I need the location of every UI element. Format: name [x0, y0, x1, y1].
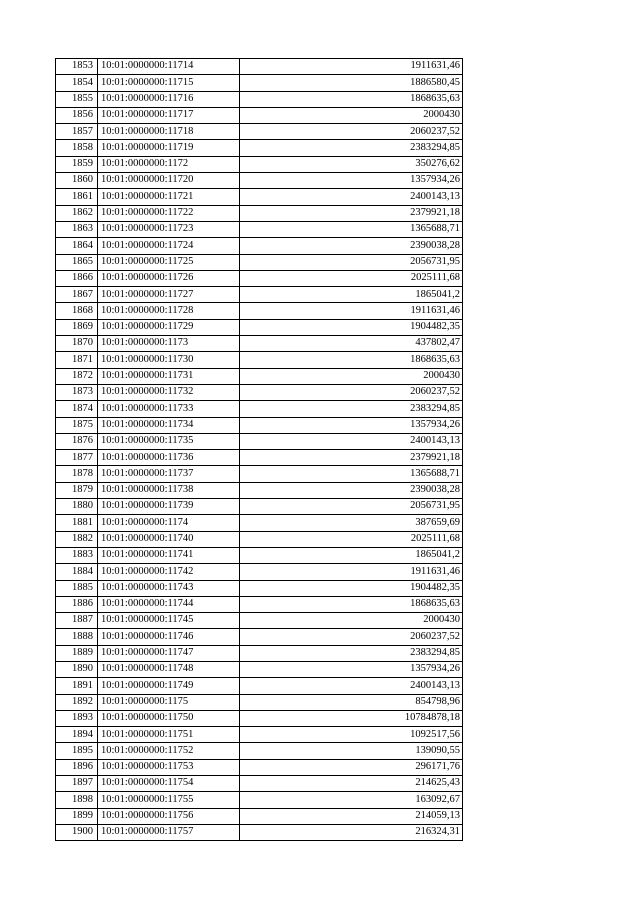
cadastral-number-cell: 10:01:0000000:11716: [98, 91, 240, 107]
cadastral-number-cell: 10:01:0000000:11756: [98, 808, 240, 824]
value-cell: 2056731,95: [240, 499, 463, 515]
value-cell: 2400143,13: [240, 678, 463, 694]
row-number-cell: 1877: [56, 450, 98, 466]
row-number-cell: 1886: [56, 596, 98, 612]
table-row: [56, 384, 463, 400]
row-number-cell: 1882: [56, 531, 98, 547]
row-number-cell: 1861: [56, 189, 98, 205]
row-number-cell: 1857: [56, 124, 98, 140]
row-number-cell: 1892: [56, 694, 98, 710]
cadastral-number-cell: 10:01:0000000:11732: [98, 384, 240, 400]
table-row: [56, 531, 463, 547]
value-cell: 387659,69: [240, 515, 463, 531]
row-number-cell: 1881: [56, 515, 98, 531]
row-number-cell: 1866: [56, 270, 98, 286]
table-row: [56, 238, 463, 254]
cadastral-number-cell: 10:01:0000000:11723: [98, 221, 240, 237]
cadastral-number-cell: 10:01:0000000:11741: [98, 547, 240, 563]
row-number-cell: 1863: [56, 221, 98, 237]
table-row: [56, 629, 463, 645]
cadastral-number-cell: 10:01:0000000:11734: [98, 417, 240, 433]
table-row: [56, 107, 463, 123]
row-number-cell: 1874: [56, 401, 98, 417]
value-cell: 139090,55: [240, 743, 463, 759]
cadastral-number-cell: 10:01:0000000:11743: [98, 580, 240, 596]
table-row: [56, 710, 463, 726]
row-number-cell: 1899: [56, 808, 98, 824]
table-row: [56, 303, 463, 319]
table-row: [56, 173, 463, 189]
cadastral-number-cell: 10:01:0000000:11731: [98, 368, 240, 384]
row-number-cell: 1894: [56, 727, 98, 743]
value-cell: 2000430: [240, 107, 463, 123]
value-cell: 2383294,85: [240, 401, 463, 417]
cadastral-number-cell: 10:01:0000000:11737: [98, 466, 240, 482]
row-number-cell: 1879: [56, 482, 98, 498]
table-row: [56, 221, 463, 237]
cadastral-number-cell: 10:01:0000000:11729: [98, 319, 240, 335]
value-cell: 2060237,52: [240, 629, 463, 645]
table-row: [56, 661, 463, 677]
table-row: [56, 808, 463, 824]
cadastral-number-cell: 10:01:0000000:11742: [98, 564, 240, 580]
cadastral-number-cell: 10:01:0000000:11714: [98, 59, 240, 75]
table-row: [56, 613, 463, 629]
row-number-cell: 1890: [56, 661, 98, 677]
cadastral-number-cell: 10:01:0000000:11730: [98, 352, 240, 368]
value-cell: 1911631,46: [240, 564, 463, 580]
row-number-cell: 1893: [56, 710, 98, 726]
cadastral-number-cell: 10:01:0000000:11752: [98, 743, 240, 759]
cadastral-number-cell: 10:01:0000000:11744: [98, 596, 240, 612]
table-row: [56, 776, 463, 792]
table-row: [56, 450, 463, 466]
table-row: [56, 466, 463, 482]
cadastral-number-cell: 10:01:0000000:11727: [98, 287, 240, 303]
row-number-cell: 1870: [56, 336, 98, 352]
cadastral-number-cell: 10:01:0000000:11753: [98, 759, 240, 775]
row-number-cell: 1859: [56, 156, 98, 172]
row-number-cell: 1883: [56, 547, 98, 563]
row-number-cell: 1880: [56, 499, 98, 515]
value-cell: 2060237,52: [240, 124, 463, 140]
table-row: [56, 91, 463, 107]
cadastral-number-cell: 10:01:0000000:11726: [98, 270, 240, 286]
value-cell: 1357934,26: [240, 173, 463, 189]
value-cell: 2060237,52: [240, 384, 463, 400]
row-number-cell: 1878: [56, 466, 98, 482]
row-number-cell: 1855: [56, 91, 98, 107]
value-cell: 1868635,63: [240, 352, 463, 368]
value-cell: 2025111,68: [240, 270, 463, 286]
row-number-cell: 1876: [56, 433, 98, 449]
value-cell: 163092,67: [240, 792, 463, 808]
cadastral-number-cell: 10:01:0000000:11719: [98, 140, 240, 156]
table-row: [56, 124, 463, 140]
table-row: [56, 727, 463, 743]
value-cell: 1357934,26: [240, 661, 463, 677]
value-cell: 1911631,46: [240, 59, 463, 75]
cadastral-number-cell: 10:01:0000000:11747: [98, 645, 240, 661]
cadastral-number-cell: 10:01:0000000:11735: [98, 433, 240, 449]
table-row: [56, 352, 463, 368]
value-cell: 2056731,95: [240, 254, 463, 270]
table-row: [56, 547, 463, 563]
row-number-cell: 1896: [56, 759, 98, 775]
row-number-cell: 1898: [56, 792, 98, 808]
cadastral-number-cell: 10:01:0000000:11736: [98, 450, 240, 466]
cadastral-number-cell: 10:01:0000000:1175: [98, 694, 240, 710]
table-row: [56, 189, 463, 205]
table-row: [56, 368, 463, 384]
row-number-cell: 1875: [56, 417, 98, 433]
row-number-cell: 1885: [56, 580, 98, 596]
cadastral-number-cell: 10:01:0000000:11722: [98, 205, 240, 221]
cadastral-number-cell: 10:01:0000000:11724: [98, 238, 240, 254]
value-cell: 1865041,2: [240, 547, 463, 563]
row-number-cell: 1887: [56, 613, 98, 629]
value-cell: 1365688,71: [240, 221, 463, 237]
value-cell: 2390038,28: [240, 482, 463, 498]
value-cell: 214625,43: [240, 776, 463, 792]
cadastral-number-cell: 10:01:0000000:11748: [98, 661, 240, 677]
value-cell: 216324,31: [240, 824, 463, 840]
row-number-cell: 1891: [56, 678, 98, 694]
table-row: [56, 596, 463, 612]
value-cell: 350276,62: [240, 156, 463, 172]
cadastral-number-cell: 10:01:0000000:11718: [98, 124, 240, 140]
value-cell: 10784878,18: [240, 710, 463, 726]
cadastral-number-cell: 10:01:0000000:11740: [98, 531, 240, 547]
cadastral-number-cell: 10:01:0000000:1172: [98, 156, 240, 172]
value-cell: 437802,47: [240, 336, 463, 352]
table-row: [56, 645, 463, 661]
cadastral-number-cell: 10:01:0000000:1174: [98, 515, 240, 531]
cadastral-number-cell: 10:01:0000000:11750: [98, 710, 240, 726]
table-row: [56, 792, 463, 808]
row-number-cell: 1856: [56, 107, 98, 123]
value-cell: 296171,76: [240, 759, 463, 775]
cadastral-number-cell: 10:01:0000000:11715: [98, 75, 240, 91]
cadastral-number-cell: 10:01:0000000:11755: [98, 792, 240, 808]
value-cell: 1357934,26: [240, 417, 463, 433]
cadastral-number-cell: 10:01:0000000:11720: [98, 173, 240, 189]
row-number-cell: 1867: [56, 287, 98, 303]
row-number-cell: 1862: [56, 205, 98, 221]
table-row: [56, 287, 463, 303]
row-number-cell: 1868: [56, 303, 98, 319]
value-cell: 1365688,71: [240, 466, 463, 482]
table-row: [56, 336, 463, 352]
row-number-cell: 1871: [56, 352, 98, 368]
value-cell: 854798,96: [240, 694, 463, 710]
value-cell: 2383294,85: [240, 645, 463, 661]
row-number-cell: 1900: [56, 824, 98, 840]
value-cell: 2400143,13: [240, 189, 463, 205]
row-number-cell: 1872: [56, 368, 98, 384]
value-cell: 2383294,85: [240, 140, 463, 156]
value-cell: 1911631,46: [240, 303, 463, 319]
row-number-cell: 1869: [56, 319, 98, 335]
cadastral-number-cell: 10:01:0000000:11739: [98, 499, 240, 515]
cadastral-number-cell: 10:01:0000000:11754: [98, 776, 240, 792]
cadastral-number-cell: 10:01:0000000:11738: [98, 482, 240, 498]
row-number-cell: 1895: [56, 743, 98, 759]
row-number-cell: 1864: [56, 238, 98, 254]
cadastral-number-cell: 10:01:0000000:11717: [98, 107, 240, 123]
table-row: [56, 694, 463, 710]
table-row: [56, 515, 463, 531]
table-row: [56, 580, 463, 596]
table-row: [56, 254, 463, 270]
row-number-cell: 1858: [56, 140, 98, 156]
value-cell: 1886580,45: [240, 75, 463, 91]
table-row: [56, 417, 463, 433]
value-cell: 2000430: [240, 613, 463, 629]
table-row: [56, 678, 463, 694]
row-number-cell: 1853: [56, 59, 98, 75]
value-cell: 1904482,35: [240, 580, 463, 596]
cadastral-number-cell: 10:01:0000000:11728: [98, 303, 240, 319]
table-row: [56, 743, 463, 759]
table-body: [56, 59, 463, 841]
table-row: [56, 482, 463, 498]
cadastral-number-cell: 10:01:0000000:11725: [98, 254, 240, 270]
table-row: [56, 433, 463, 449]
table-row: [56, 401, 463, 417]
table-row: [56, 156, 463, 172]
row-number-cell: 1860: [56, 173, 98, 189]
value-cell: 2390038,28: [240, 238, 463, 254]
value-cell: 1868635,63: [240, 91, 463, 107]
value-cell: 1904482,35: [240, 319, 463, 335]
value-cell: 2000430: [240, 368, 463, 384]
cadastral-number-cell: 10:01:0000000:11746: [98, 629, 240, 645]
table-row: [56, 140, 463, 156]
value-cell: 2400143,13: [240, 433, 463, 449]
value-cell: 2379921,18: [240, 450, 463, 466]
cadastral-number-cell: 10:01:0000000:11749: [98, 678, 240, 694]
value-cell: 1868635,63: [240, 596, 463, 612]
table-row: [56, 75, 463, 91]
table-row: [56, 270, 463, 286]
cadastral-number-cell: 10:01:0000000:1173: [98, 336, 240, 352]
table-row: [56, 205, 463, 221]
cadastral-number-cell: 10:01:0000000:11745: [98, 613, 240, 629]
table-row: [56, 824, 463, 840]
row-number-cell: 1897: [56, 776, 98, 792]
table-row: [56, 319, 463, 335]
table-row: [56, 564, 463, 580]
row-number-cell: 1888: [56, 629, 98, 645]
value-cell: 2379921,18: [240, 205, 463, 221]
table-row: [56, 59, 463, 75]
cadastral-value-table: [55, 58, 463, 841]
table-row: [56, 499, 463, 515]
cadastral-number-cell: 10:01:0000000:11733: [98, 401, 240, 417]
row-number-cell: 1884: [56, 564, 98, 580]
cadastral-number-cell: 10:01:0000000:11751: [98, 727, 240, 743]
value-cell: 1865041,2: [240, 287, 463, 303]
value-cell: 214059,13: [240, 808, 463, 824]
value-cell: 1092517,56: [240, 727, 463, 743]
row-number-cell: 1889: [56, 645, 98, 661]
row-number-cell: 1865: [56, 254, 98, 270]
value-cell: 2025111,68: [240, 531, 463, 547]
cadastral-number-cell: 10:01:0000000:11757: [98, 824, 240, 840]
row-number-cell: 1873: [56, 384, 98, 400]
table-row: [56, 759, 463, 775]
cadastral-number-cell: 10:01:0000000:11721: [98, 189, 240, 205]
row-number-cell: 1854: [56, 75, 98, 91]
